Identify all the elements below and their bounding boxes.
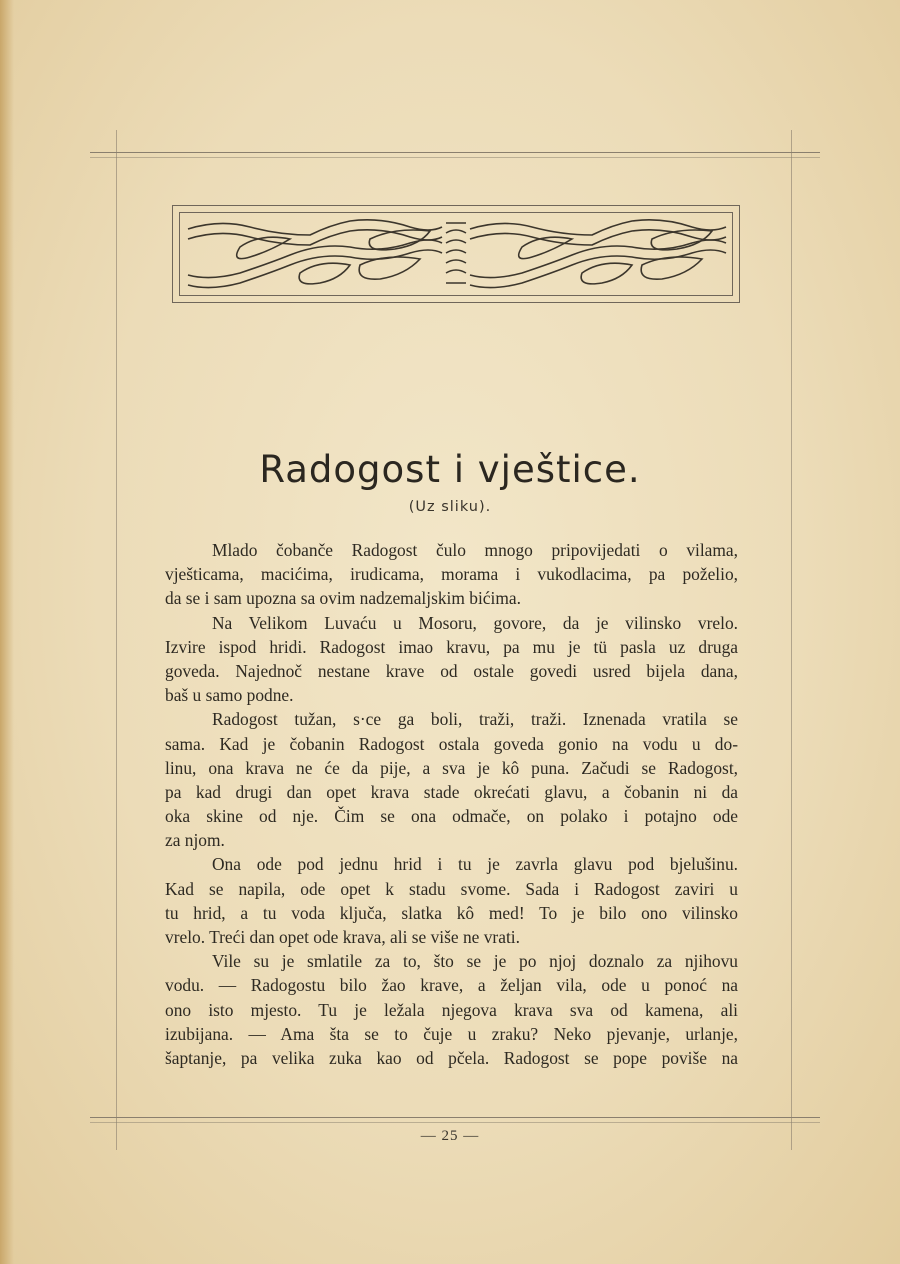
body-line: da se i sam upozna sa ovim nadzemaljskim bićima. [165, 588, 521, 609]
body-line: linu, ona krava ne će da pije, a sva je kô puna. Začudi se Radogost, [165, 757, 738, 778]
body-line: izubijana. — Ama šta se to čuje u zraku? Neko pjevanje, urlanje, [165, 1023, 738, 1044]
page-number: — 25 — [420, 1128, 480, 1144]
body-line: vodu. — Radogostu bilo žao krave, a željan vila, ode u ponoć na [165, 975, 738, 996]
body-line: vrelo. Treći dan opet ode krava, ali se više ne vrati. [165, 927, 520, 947]
top-rule [90, 152, 820, 153]
wave-ornament-icon [180, 213, 732, 295]
body-line: vješticama, macićima, irudicama, morama i vukodlacima, pa poželio, [165, 564, 738, 585]
body-line: šaptanje, pa velika zuka kao od pčela. Radogost se pope poviše na [165, 1047, 738, 1068]
body-line: Vile su je smlatile za to, što se je po njoj doznalo za njihovu [212, 951, 738, 972]
article-subtitle: (Uz sliku). [408, 499, 492, 515]
body-line: Kad se napila, ode opet k stadu svome. Sada i Radogost zaviri u [165, 878, 738, 899]
article-title: Radogost i vještice. [259, 448, 641, 491]
body-line: Na Velikom Luvaću u Mosoru, govore, da je vilinsko vrelo. [212, 612, 738, 633]
bottom-rule-inner [90, 1122, 820, 1123]
body-line: Mlado čobanče Radogost čulo mnogo pripovijedati o vilama, [212, 540, 738, 560]
body-line: Ona ode pod jednu hrid i tu je zavrla glavu pod bjelušinu. [212, 854, 738, 875]
right-rule [791, 130, 792, 1150]
article-body [165, 538, 738, 1070]
body-line: goveda. Najednoč nestane krave od ostale govedi usred bijela dana, [165, 660, 738, 681]
body-line: za njom. [165, 830, 225, 851]
body-line: oka skine od nje. Čim se ona odmače, on polako i potajno ode [165, 806, 738, 827]
page-edge-shadow [0, 0, 14, 1264]
body-line: Izvire ispod hridi. Radogost imao kravu, pa mu je tü pasla uz druga [165, 636, 738, 657]
body-line: ono isto mjesto. Tu je ležala njegova krava sva od kamena, ali [165, 999, 738, 1020]
body-line: baš u samo podne. [165, 685, 294, 706]
top-rule-inner [90, 157, 820, 158]
left-rule [116, 130, 117, 1150]
body-line: pa kad drugi dan opet krava stade okrećati glavu, a čobanin ni da [165, 781, 738, 802]
body-line: Radogost tužan, s·ce ga boli, traži, traži. Iznenada vratila se [212, 709, 738, 730]
body-line: tu hrid, a tu voda ključa, slatka kô med! To je bilo ono vilinsko [165, 902, 738, 923]
bottom-rule [90, 1117, 820, 1118]
body-line: sama. Kad je čobanin Radogost ostala goveda gonio na vodu u do- [165, 733, 738, 754]
header-ornament [172, 205, 740, 303]
